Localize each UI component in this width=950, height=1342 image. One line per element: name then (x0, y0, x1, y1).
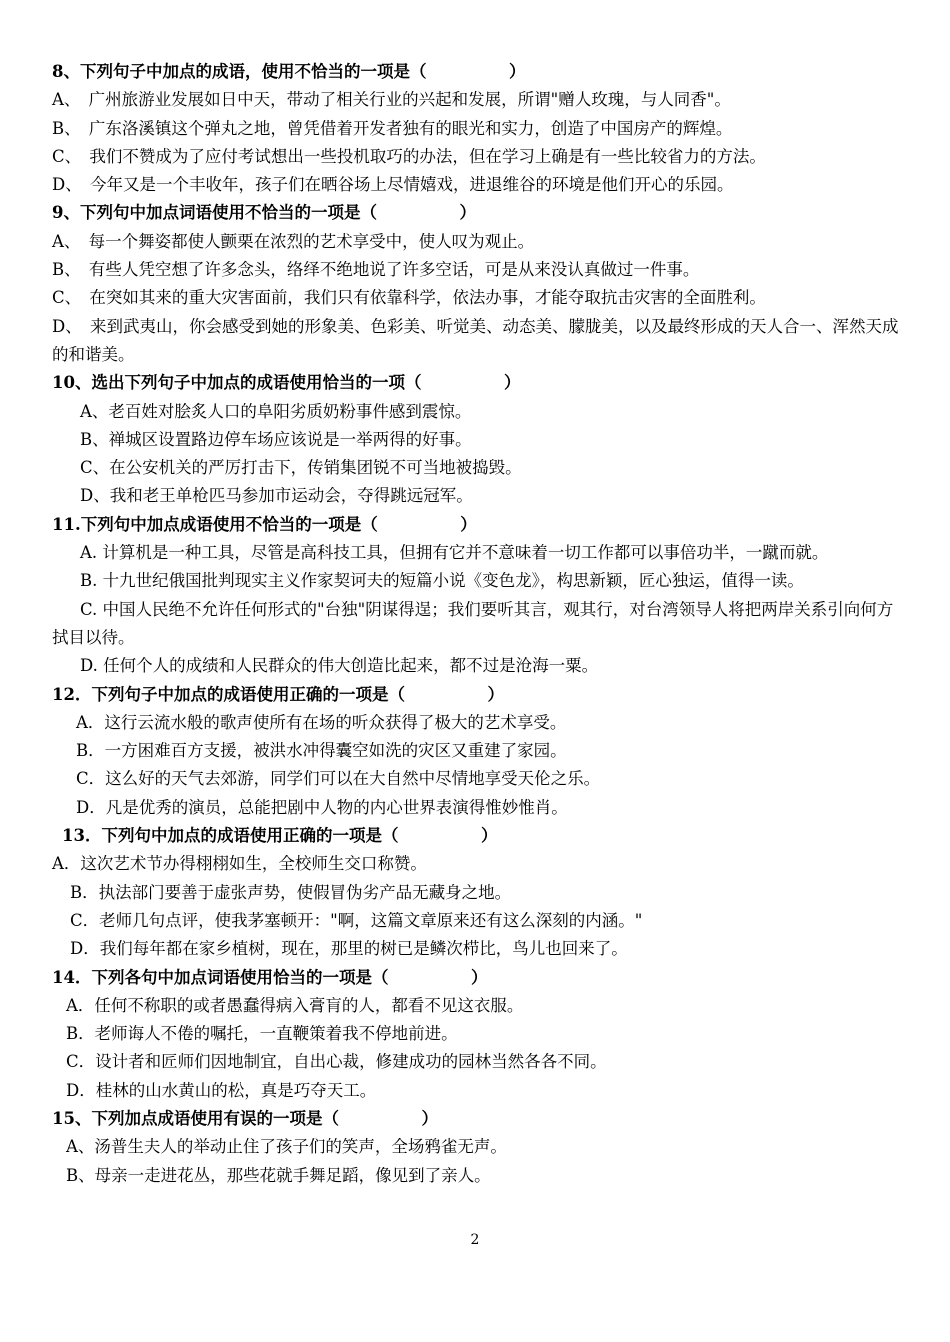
option-a: A、汤普生夫人的举动止住了孩子们的笑声，全场鸦雀无声。 (66, 1137, 507, 1157)
question-14 (52, 964, 908, 1105)
question-stem: 8、下列句子中加点的成语，使用不恰当的一项是（ ） (52, 62, 526, 81)
option-a: A、 广州旅游业发展如日中天，带动了相关行业的兴起和发展，所谓"赠人玫瑰，与人同香"。 (52, 90, 731, 110)
option-d: D．我们每年都在家乡植树，现在，那里的树已是鳞次栉比，鸟儿也回来了。 (70, 939, 628, 959)
question-stem: 11.下列句中加点成语使用不恰当的一项是（ ） (52, 514, 477, 534)
option-d: D．凡是优秀的演员，总能把剧中人物的内心世界表演得惟妙惟肖。 (76, 797, 568, 817)
option-c: C．设计者和匠师们因地制宜，自出心裁，修建成功的园林当然各各不同。 (66, 1052, 607, 1072)
option-a: A．这行云流水般的歌声使所有在场的听众获得了极大的艺术享受。 (76, 712, 567, 732)
question-stem: 12．下列句子中加点的成语使用正确的一项是（ ） (52, 684, 504, 704)
option-d: D、 今年又是一个丰收年，孩子们在晒谷场上尽情嬉戏，进退维谷的环境是他们开心的乐园。 (52, 175, 734, 195)
question-12 (52, 681, 908, 822)
option-b: B、母亲一走进花丛，那些花就手舞足蹈，像见到了亲人。 (66, 1165, 491, 1185)
option-b: B、禅城区设置路边停车场应该说是一举两得的好事。 (80, 429, 472, 449)
option-a: A、 每一个舞姿都使人颤栗在浓烈的艺术享受中，使人叹为观止。 (52, 231, 535, 251)
question-stem: 15、下列加点成语使用有误的一项是（ ） (52, 1108, 438, 1128)
option-d: D．桂林的山水黄山的松，真是巧夺天工。 (66, 1080, 377, 1100)
option-c: C、在公安机关的严厉打击下，传销集团锐不可当地被捣毁。 (80, 458, 522, 478)
option-d: D. 任何个人的成绩和人民群众的伟大创造比起来，都不过是沧海一粟。 (80, 656, 599, 676)
option-b: B. 十九世纪俄国批判现实主义作家契诃夫的短篇小说《变色龙》，构思新颖，匠心独运，值得一读。 (80, 571, 804, 591)
question-8 (52, 58, 908, 199)
question-13 (52, 822, 908, 963)
question-15 (52, 1105, 908, 1190)
option-c: C. 中国人民绝不允许任何形式的"台独"阴谋得逞；我们要听其言，观其行，对台湾领导人将把两岸关系引向何方拭目以待。 (52, 599, 894, 647)
question-stem: 10、选出下列句子中加点的成语使用恰当的一项（ ） (52, 373, 521, 393)
option-b: B．老师诲人不倦的嘱托，一直鞭策着我不停地前进。 (66, 1024, 458, 1044)
option-b: B．一方困难百方支援，被洪水冲得囊空如洗的灾区又重建了家园。 (76, 741, 567, 761)
page-number: 2 (470, 1232, 480, 1248)
option-c: C．老师几句点评，使我茅塞顿开："啊，这篇文章原来还有这么深刻的内涵。" (70, 910, 643, 930)
question-stem: 9、下列句中加点词语使用不恰当的一项是（ ） (52, 203, 476, 223)
option-a: A. 计算机是一种工具，尽管是高科技工具，但拥有它并不意味着一切工作都可以事倍功半，一蹴而就。 (80, 543, 829, 563)
option-a: A、老百姓对脍炙人口的阜阳劣质奶粉事件感到震惊。 (80, 401, 472, 421)
option-b: B、 广东洛溪镇这个弹丸之地，曾凭借着开发者独有的眼光和实力，创造了中国房产的辉煌。 (52, 118, 733, 138)
option-c: C、 我们不赞成为了应付考试想出一些投机取巧的办法，但在学习上确是有一些比较省力的方法。 (52, 146, 766, 166)
document-body (52, 58, 908, 1190)
question-10 (52, 369, 908, 510)
question-stem: 14．下列各句中加点词语使用恰当的一项是（ ） (52, 967, 488, 987)
option-a: A．任何不称职的或者愚蠢得病入膏肓的人，都看不见这衣服。 (66, 995, 524, 1015)
option-b: B、 有些人凭空想了许多念头，络绎不绝地说了许多空话，可是从来没认真做过一件事。 (52, 260, 700, 280)
question-stem: 13．下列句中加点的成语使用正确的一项是（ ） (62, 826, 498, 846)
option-c: C、 在突如其来的重大灾害面前，我们只有依靠科学，依法办事，才能夺取抗击灾害的全面胜利。 (52, 288, 766, 308)
option-d: D、我和老王单枪匹马参加市运动会，夺得跳远冠军。 (80, 486, 473, 506)
option-a: A．这次艺术节办得栩栩如生，全校师生交口称赞。 (52, 854, 427, 874)
question-9 (52, 199, 908, 369)
option-c: C．这么好的天气去郊游，同学们可以在大自然中尽情地享受天伦之乐。 (76, 769, 601, 789)
question-11 (52, 511, 908, 681)
option-d: D、 来到武夷山，你会感受到她的形象美、色彩美、听觉美、动态美、朦胧美，以及最终形成的天人合一、浑然天成的和谐美。 (52, 316, 899, 364)
option-b: B．执法部门要善于虚张声势，使假冒伪劣产品无藏身之地。 (70, 882, 512, 902)
